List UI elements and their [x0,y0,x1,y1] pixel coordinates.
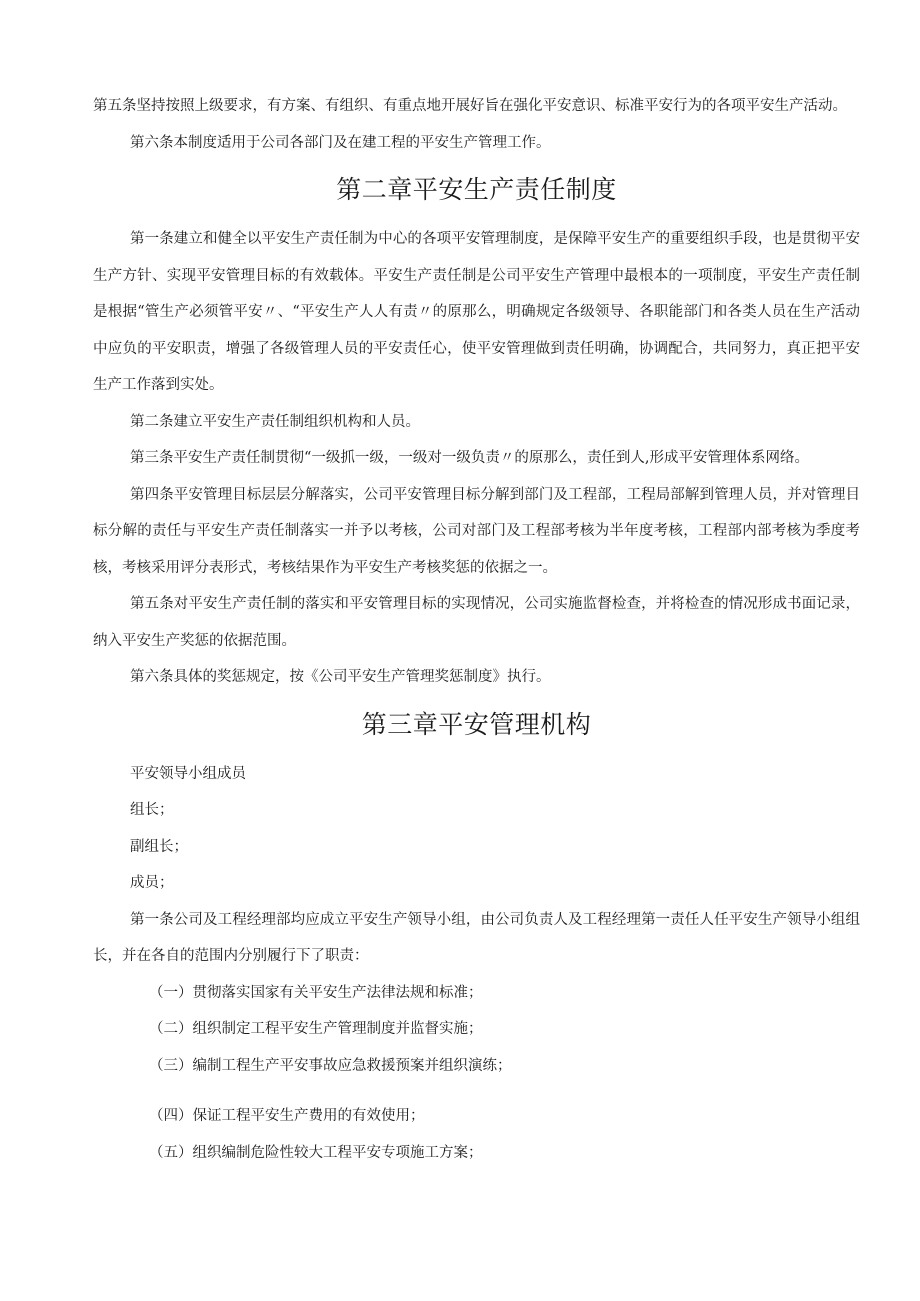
group-deputy: 副组长； [130,838,188,855]
chapter3-article1: 第一条公司及工程经理部均应成立平安生产领导小组，由公司负责人及工程经理第一责任人任平安生产领导小组组长，并在各自的范围内分别履行下了职责： [93,911,860,964]
duty-item: （三）编制工程生产平安事故应急救援预案并组织演练； [149,1057,512,1074]
chapter2-article1: 第一条建立和健全以平安生产责任制为中心的各项平安管理制度，是保障平安生产的重要组织手段，也是贯彻平安生产方针、实现平安管理目标的有效载体。平安生产责任制是公司平安生产管理中最根本的一项制度，平安生产责任制是根据“管生产必须管平安〃、“平安生产人人有责〃的原那么，明确规定各级领导、各职能部门和各类人员在生产活动中应负的平安职责，增强了各级管理人员的平安责任心，使平安管理做到责任明确，协调配合，共同努力，真正把平安生产工作落到实处。 [93,231,860,393]
chapter2-article5: 第五条对平安生产责任制的落实和平安管理目标的实现情况，公司实施监督检查，并将检查的情况形成书面记录，纳入平安生产奖惩的依据范围。 [93,596,860,649]
chapter2-article3: 第三条平安生产责任制贯彻“一级抓一级，一级对一级负责〃的原那么，责任到人,形成平安管理体系网络。 [130,450,810,466]
chapter2-article2: 第二条建立平安生产责任制组织机构和人员。 [130,413,420,430]
group-heading: 平安领导小组成员 [130,765,246,782]
duty-item: （五）组织编制危险性较大工程平安专项施工方案； [149,1144,483,1161]
group-leader: 组长； [130,802,174,818]
duty-item: （四）保证工程平安生产费用的有效使用； [149,1108,425,1124]
chapter2-article4: 第四条平安管理目标层层分解落实，公司平安管理目标分解到部门及工程部，工程局部解到管理人员，并对管理目标分解的责任与平安生产责任制落实一并予以考核，公司对部门及工程部考核为半年度考核，工程部内部考核为季度考核，考核采用评分表形式，考核结果作为平安生产考核奖惩的依据之一。 [93,486,860,576]
chapter2-title: 第二章平安生产责任制度 [336,175,617,204]
chapter1-article6: 第六条本制度适用于公司各部门及在建工程的平安生产管理工作。 [130,134,551,151]
group-members: 成员； [130,875,174,891]
duty-item: （一）贯彻落实国家有关平安生产法律法规和标准； [149,984,483,1001]
chapter1-article5: 第五条坚持按照上级要求，有方案、有组织、有重点地开展好旨在强化平安意识、标准平安行为的各项平安生产活动。 [93,98,847,114]
chapter3-title: 第三章平安管理机构 [361,709,592,739]
chapter2-article6: 第六条具体的奖惩规定，按《公司平安生产管理奖惩制度》执行。 [130,669,551,685]
duty-item: （二）组织制定工程平安生产管理制度并监督实施； [149,1021,483,1037]
